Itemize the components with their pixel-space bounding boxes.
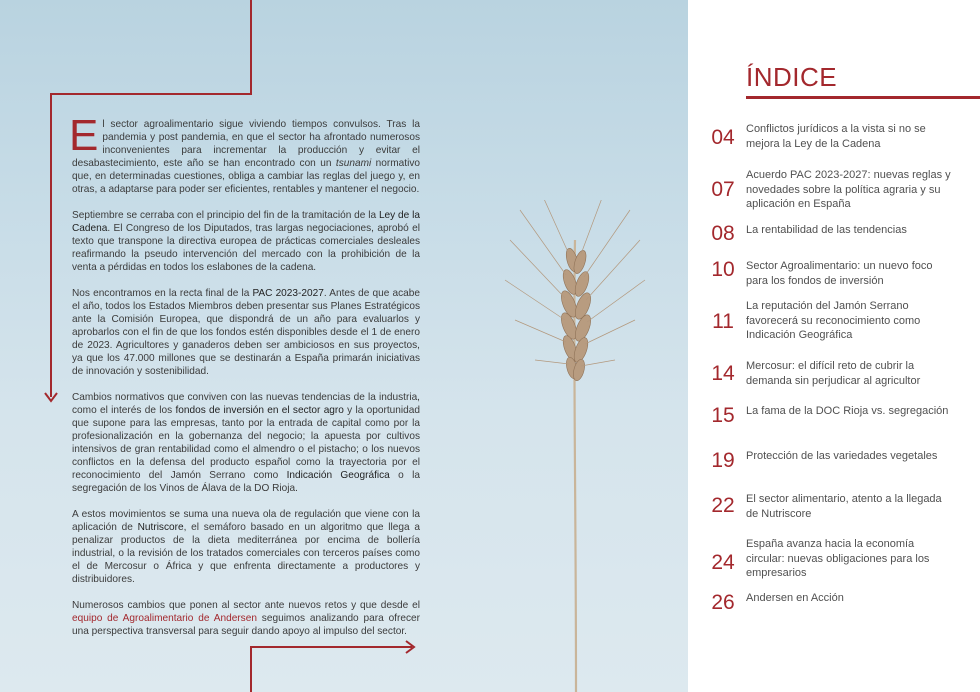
highlighted-team-name: equipo de Agroalimentario de Andersen [72, 613, 257, 624]
index-title: ÍNDICE [746, 62, 838, 92]
index-item-title: La reputación del Jamón Serrano favorecerá su reconocimiento como Indicación Geográfica [746, 300, 921, 341]
index-page-number: 19 [711, 449, 735, 472]
intro-body [69, 111, 421, 651]
paragraph-text: , el semáforo basado en un algoritmo que llega a penalizar productos de la dieta mediterránea por encima de bollería industrial, o la revisión de los tratados comerciales con terceros países como el de Mercosur o África y que enfrenta directamente a productores y distribuidores. [72, 522, 420, 585]
paragraph-text: . El Congreso de los Diputados, tras largas negociaciones, aprobó el texto que transpone la directiva europea de prácticas comerciales desleales reafirmando la pseudo intervención del mercado con la prohibición de la venta a pérdidas en todos los eslabones de la cadena. [72, 223, 420, 273]
index-item-title: Acuerdo PAC 2023-2027: nuevas reglas y novedades sobre la política agraria y su aplicación en España [746, 169, 951, 210]
index-item-title: La rentabilidad de las tendencias [746, 224, 907, 236]
index-item-title: Sector Agroalimentario: un nuevo foco para los fondos de inversión [746, 260, 933, 287]
index-item-title: El sector alimentario, atento a la llegada de Nutriscore [746, 493, 942, 520]
index-page-number: 24 [711, 551, 735, 574]
paragraph-text: normativo que, en determinadas cuestiones, obliga a cambiar las reglas del juego y, en otras, a adaptarse para poder ser eficientes, rentables y mantener el negocio. [72, 158, 421, 195]
paragraph-text: Numerosos cambios que ponen al sector ante nuevos retos y que desde el [72, 600, 420, 611]
down-arrow-icon [44, 392, 58, 404]
intro-paragraph [72, 508, 420, 586]
paragraph-text: y la oportunidad que supone para las empresas, tanto por la entrada de capital como por la profesionalización en la gobernanza del negocio; la apuesta por cultivos intensivos de gran rentabilidad como el almendro o el pistacho; o los nuevos conflictos en la defensa del producto español como la trayectoria por el reconocimiento del Jamón Serrano como [72, 405, 420, 481]
intro-paragraph [72, 599, 420, 638]
index-page-number: 07 [711, 178, 735, 201]
index-item-title: La fama de la DOC Rioja vs. segregación [746, 405, 949, 417]
index-page-number: 10 [711, 258, 735, 281]
bottom-connector-line [250, 646, 252, 692]
index-page-number: 26 [711, 591, 735, 614]
highlighted-term: Nutriscore [137, 522, 184, 533]
index-page-number: 15 [711, 404, 735, 427]
index-page-number: 22 [711, 494, 735, 517]
highlighted-term: Indicación Geográfica [286, 470, 390, 481]
intro-paragraph [72, 209, 420, 274]
top-connector-line-horizontal [50, 93, 252, 95]
index-item-title: Protección de las variedades vegetales [746, 450, 938, 462]
top-connector-line [250, 0, 252, 94]
emphasis-text: tsunami [335, 158, 372, 169]
highlighted-term: Ley de la Cadena [72, 210, 420, 234]
index-item-title: España avanza hacia la economía circular: nuevas obligaciones para los empresarios [746, 538, 930, 579]
index-item-title: Mercosur: el difícil reto de cubrir la demanda sin perjudicar al agricultor [746, 360, 921, 387]
paragraph-text: l sector agroalimentario sigue viviendo tiempos convulsos. Tras la pandemia y post pandemia, en que el sector ha afrontado numerosos inconvenientes para incrementar la producción y evitar el desabastecimiento, este año se han encontrado con un [72, 119, 420, 169]
paragraph-text: Cambios normativos que conviven con las nuevas tendencias de la industria, como el interés de los [72, 392, 420, 416]
highlighted-term: PAC 2023-2027 [252, 288, 324, 299]
index-page-number: 14 [711, 362, 735, 385]
intro-paragraph [72, 287, 420, 378]
index-title-rule [746, 96, 980, 99]
intro-paragraph [72, 391, 420, 495]
left-connector-line [50, 93, 52, 397]
paragraph-text: . Antes de que acabe el año, todos los Estados Miembros deben presentar sus Planes Estratégicos ante la Comisión Europea, que dispondrá de un año para evaluarlos y aprobarlos con el fin de que los fondos estén disponibles desde el 1 de enero de 2023. Agricultores y ganaderos deben ser ambiciosos en sus proyectos, ya que los 47.000 millones que se destinarán a España primarán iniciativas de innovación y sostenibilidad. [72, 288, 420, 377]
paragraph-text: seguimos analizando para ofrecer una perspectiva transversal para seguir dando apoyo al impulso del sector. [72, 613, 420, 637]
drop-cap: E [69, 111, 99, 160]
paragraph-text: Nos encontramos en la recta final de la [72, 288, 253, 299]
intro-paragraph [69, 111, 421, 196]
paragraph-text: o la segregación de los Vinos de Álava de la DO Rioja. [72, 470, 420, 494]
index-page-number: 08 [711, 222, 735, 245]
index-page-number: 04 [711, 126, 735, 149]
paragraph-text: A estos movimientos se suma una nueva ola de regulación que viene con la aplicación de [72, 509, 420, 533]
wheat-stalk-illustration [480, 200, 660, 692]
paragraph-text: Septiembre se cerraba con el principio del fin de la tramitación de la [72, 210, 379, 221]
index-panel [688, 0, 980, 692]
index-item-title: Conflictos jurídicos a la vista si no se mejora la Ley de la Cadena [746, 123, 926, 150]
index-page-number: 11 [712, 310, 734, 333]
highlighted-term: fondos de inversión en el sector agro [175, 405, 344, 416]
index-item-title: Andersen en Acción [746, 592, 844, 604]
